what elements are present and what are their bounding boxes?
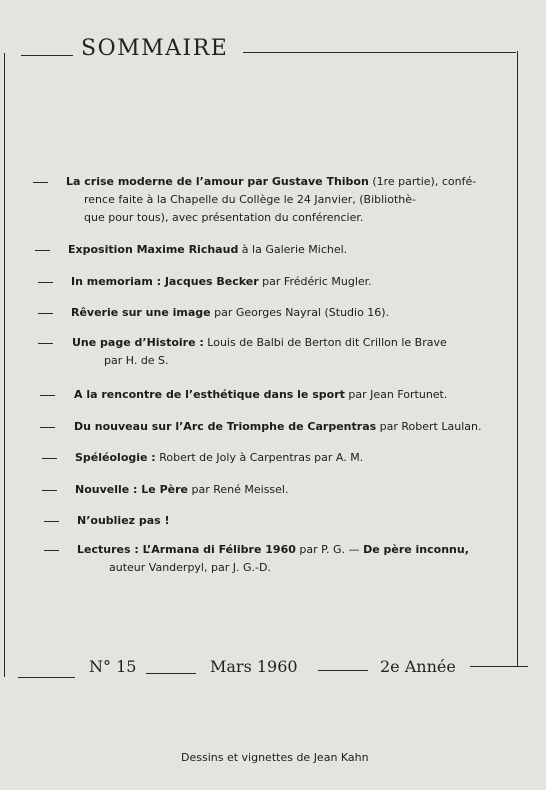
toc-entry-line: [71, 273, 372, 291]
toc-entry-line: [84, 191, 416, 209]
entry-detail: (1re partie), confé-: [368, 175, 477, 188]
toc-dash: [38, 343, 53, 344]
toc-dash: [40, 395, 55, 396]
toc-entry-line: [77, 512, 170, 530]
entry-detail: par P. G. —: [295, 543, 364, 556]
issue-date: Mars 1960: [210, 657, 298, 676]
entry-title: De père inconnu,: [363, 543, 469, 556]
entry-detail: rence faite à la Chapelle du Collège le 24 Janvier, (Bibliothè-: [84, 193, 416, 206]
frame-right-border: [517, 51, 518, 667]
entry-detail: que pour tous), avec présentation du conférencier.: [84, 211, 364, 224]
header-rule-left: [21, 55, 73, 56]
toc-dash: [42, 458, 57, 459]
toc-entry-line: [75, 449, 363, 467]
entry-title: In memoriam : Jacques Becker: [71, 275, 259, 288]
toc-entry-line: [104, 352, 169, 370]
frame-left-border: [4, 53, 5, 677]
entry-detail: Robert de Joly à Carpentras par A. M.: [155, 451, 364, 464]
toc-dash: [44, 550, 59, 551]
toc-entry-line: [77, 541, 469, 559]
toc-entry-line: [71, 304, 389, 322]
toc-dash: [38, 282, 53, 283]
toc-entry-line: [84, 209, 363, 227]
issue-year: 2e Année: [380, 657, 456, 676]
entry-title: Lectures : L’Armana di Félibre 1960: [77, 543, 296, 556]
entry-title: A la rencontre de l’esthétique dans le sport: [74, 388, 345, 401]
entry-title: La crise moderne de l’amour par Gustave Thibon: [66, 175, 369, 188]
entry-detail: à la Galerie Michel.: [238, 243, 348, 256]
toc-dash: [33, 182, 48, 183]
entry-detail: par Frédéric Mugler.: [258, 275, 372, 288]
footer-rule-4: [470, 666, 528, 667]
footer-rule-3: [318, 670, 368, 671]
entry-detail: auteur Vanderpyl, par J. G.-D.: [109, 561, 271, 574]
entry-detail: par Georges Nayral (Studio 16).: [210, 306, 390, 319]
entry-title: Spéléologie :: [75, 451, 156, 464]
entry-detail: par René Meissel.: [188, 483, 289, 496]
entry-detail: par Jean Fortunet.: [344, 388, 448, 401]
footer-rule-1: [18, 677, 75, 678]
toc-dash: [42, 490, 57, 491]
entry-title: Rêverie sur une image: [71, 306, 211, 319]
toc-entry-line: [68, 241, 347, 259]
toc-dash: [44, 521, 59, 522]
entry-title: Du nouveau sur l’Arc de Triomphe de Carpentras: [74, 420, 377, 433]
entry-detail: par Robert Laulan.: [376, 420, 482, 433]
toc-entry-line: [72, 334, 447, 352]
credits-line: Dessins et vignettes de Jean Kahn: [181, 751, 369, 764]
entry-title: Exposition Maxime Richaud: [68, 243, 239, 256]
entry-detail: par H. de S.: [104, 354, 169, 367]
toc-dash: [35, 250, 50, 251]
page-title: SOMMAIRE: [81, 36, 229, 61]
toc-entry-line: [74, 418, 481, 436]
toc-dash: [40, 427, 55, 428]
toc-dash: [38, 313, 53, 314]
entry-title: Nouvelle : Le Père: [75, 483, 188, 496]
entry-detail: Louis de Balbi de Berton dit Crillon le Brave: [203, 336, 447, 349]
toc-entry-line: [74, 386, 447, 404]
header-rule-right: [243, 52, 516, 53]
entry-title: Une page d’Histoire :: [72, 336, 204, 349]
footer-rule-2: [146, 673, 196, 674]
toc-entry-line: [75, 481, 289, 499]
issue-number: N° 15: [89, 657, 137, 676]
toc-entry-line: [109, 559, 271, 577]
toc-entry-line: [66, 173, 476, 191]
entry-title: N’oubliez pas !: [77, 514, 170, 527]
